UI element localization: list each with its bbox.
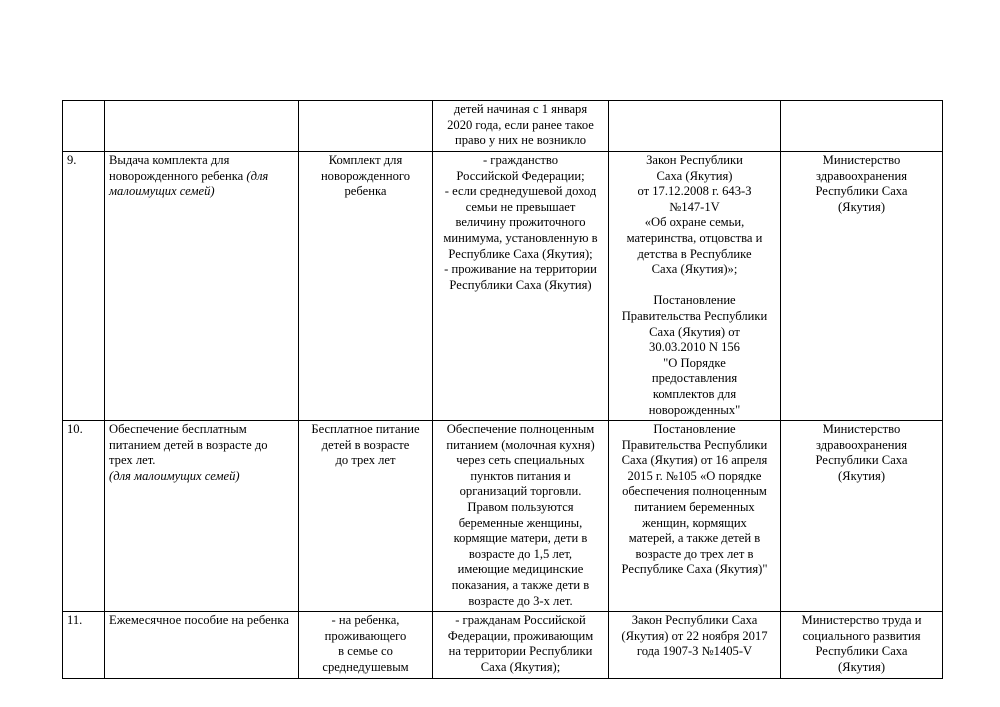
text-line: - проживание на территории (444, 262, 597, 277)
text-line: Правом пользуются (467, 500, 574, 515)
text-line: (Якутия) (837, 660, 886, 674)
text-line: питанием (молочная кухня) (446, 437, 595, 452)
name-cell (105, 421, 299, 612)
benefit-note: (для малоимущих семей) (109, 468, 240, 483)
text-line: Федерации, проживающим (447, 628, 594, 643)
name-cell (105, 101, 299, 152)
text-line: Закон Республики Саха (631, 613, 758, 628)
number-cell: 10. (63, 421, 105, 612)
number-cell (63, 101, 105, 152)
number-cell: 9. (63, 152, 105, 421)
text-line: (Якутия) (837, 468, 886, 483)
text-line: здравоохранения (816, 168, 907, 183)
text-line: детей в возрасте (321, 437, 410, 452)
benefits-table (62, 100, 943, 679)
kind-cell (299, 101, 433, 152)
text-line: Республике Саха (Якутия)" (621, 562, 768, 577)
text-line: Саха (Якутия) от (649, 324, 740, 339)
legal-basis-cell (609, 612, 781, 678)
conditions-cell (433, 101, 609, 152)
text-line: беременные женщины, (458, 515, 583, 530)
text-line: пунктов питания и (470, 468, 571, 483)
name-cell: Ежемесячное пособие на ребенка (105, 612, 299, 678)
table-row (63, 152, 943, 421)
text-line: Саха (Якутия) (656, 168, 733, 183)
text-line: на территории Республики (448, 644, 593, 659)
text-line: детей начиная с 1 января (453, 102, 588, 116)
text-line: Российской Федерации; (456, 168, 585, 183)
text-line: проживающего (324, 628, 407, 643)
authority-cell (781, 152, 943, 421)
text-line: «Об охране семьи, (644, 215, 745, 230)
table-row (63, 421, 943, 612)
text-line: Правительства Республики (621, 308, 768, 323)
text-line: через сеть специальных (456, 453, 585, 468)
text-line: минимума, установленную в (443, 230, 598, 245)
text-line: Комплект для (328, 153, 403, 167)
text-line: года 1907-З №1405-V (636, 644, 753, 659)
text-line: (Якутия) от 22 ноября 2017 (621, 628, 768, 643)
number-cell: 11. (63, 612, 105, 678)
authority-cell (781, 612, 943, 678)
text-line: 30.03.2010 N 156 (649, 340, 740, 355)
benefit-name: Обеспечение бесплатным питанием детей в возрасте до трех лет. (109, 422, 268, 468)
text-line: здравоохранения (816, 437, 907, 452)
text-line: Саха (Якутия); (480, 660, 561, 674)
text-line: организаций торговли. (459, 484, 582, 499)
text-line: предоставления (651, 371, 738, 386)
text-line: - гражданство (482, 153, 559, 167)
text-line: комплектов для (652, 386, 737, 401)
text-line: Саха (Якутия) от 16 апреля (621, 453, 768, 468)
text-line: Министерство (822, 153, 901, 167)
text-line: в семье со (338, 644, 393, 659)
text-line: - на ребенка, (331, 613, 400, 628)
text-line: Республики Саха (815, 453, 908, 468)
text-line: Бесплатное питание (311, 422, 420, 437)
text-line: ребенка (344, 184, 387, 199)
text-line: - гражданам Российской (455, 613, 586, 628)
text-line: обеспечения полноценным (622, 484, 767, 499)
legal-basis-cell (609, 101, 781, 152)
benefit-note: (для малоимущих семей) (109, 168, 269, 199)
text-line: Постановление (653, 293, 736, 308)
legal-basis-cell (609, 152, 781, 421)
conditions-cell (433, 612, 609, 678)
text-line: семьи не превышает (465, 199, 576, 214)
table-row (63, 101, 943, 152)
text-line: Обеспечение полноценным (446, 422, 595, 437)
name-cell (105, 152, 299, 421)
benefit-name: Выдача комплекта для новорожденного ребенка (109, 153, 247, 183)
text-line: Постановление (653, 422, 736, 437)
text-line: показания, а также дети в (451, 578, 590, 593)
text-line: возрасте до 3-х лет. (468, 593, 573, 608)
text-line: - если среднедушевой доход (444, 184, 597, 199)
text-line: величину прожиточного (455, 215, 586, 230)
text-line: новорожденного (320, 168, 411, 183)
text-line: Республики Саха (Якутия) (449, 277, 592, 292)
conditions-cell (433, 152, 609, 421)
kind-cell (299, 152, 433, 421)
text-line: до трех лет (335, 453, 396, 468)
authority-cell (781, 101, 943, 152)
text-line: питанием беременных (634, 500, 755, 515)
text-line: детства в Республике (637, 246, 752, 261)
text-line: материнства, отцовства и (626, 230, 763, 245)
text-line: возрасте до трех лет в (635, 546, 754, 561)
text-line: новорожденных" (648, 402, 741, 417)
text-line: Саха (Якутия)»; (651, 262, 738, 277)
text-line: Республике Саха (Якутия); (448, 246, 593, 261)
text-line: женщин, кормящих (642, 515, 747, 530)
text-line: 2015 г. №105 «О порядке (627, 468, 762, 483)
blank-line (613, 278, 776, 294)
text-line: от 17.12.2008 г. 643-З (637, 184, 752, 199)
text-line: кормящие матери, дети в (453, 531, 588, 546)
text-line: 2020 года, если ранее такое (447, 117, 594, 132)
legal-basis-cell (609, 421, 781, 612)
conditions-cell (433, 421, 609, 612)
text-line: Правительства Республики (621, 437, 768, 452)
text-line: возрасте до 1,5 лет, (468, 546, 573, 561)
kind-cell (299, 421, 433, 612)
text-line: право у них не возникло (454, 133, 587, 148)
text-line: социального развития (802, 628, 921, 643)
table-row (63, 612, 943, 678)
text-line: Министерство (822, 422, 901, 437)
text-line: Республики Саха (815, 184, 908, 199)
kind-cell (299, 612, 433, 678)
text-line: №147-1V (669, 199, 720, 214)
authority-cell (781, 421, 943, 612)
text-line: имеющие медицинские (457, 562, 584, 577)
text-line: Республики Саха (815, 644, 908, 659)
text-line: Министерство труда и (801, 613, 922, 628)
text-line: среднедушевым (322, 660, 409, 674)
text-line: "О Порядке (663, 355, 726, 370)
text-line: матерей, а также детей в (628, 531, 761, 546)
text-line: Закон Республики (646, 153, 743, 167)
text-line: (Якутия) (837, 199, 886, 214)
